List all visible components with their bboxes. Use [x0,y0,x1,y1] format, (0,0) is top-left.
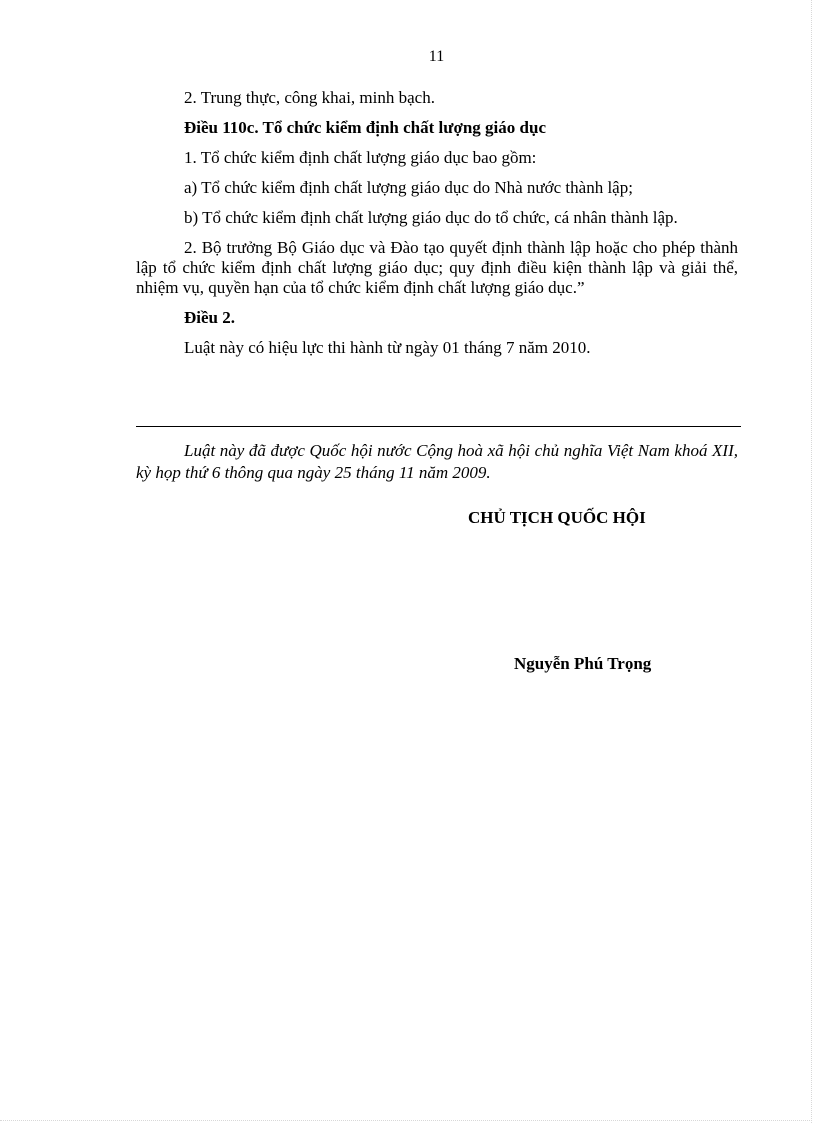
paragraph-item-a: a) Tổ chức kiểm định chất lượng giáo dục do Nhà nước thành lập; [184,178,633,197]
signature-name: Nguyễn Phú Trọng [514,654,652,673]
adoption-note: Luật này đã được Quốc hội nước Cộng hoà xã hội chủ nghĩa Việt Nam khoá XII, kỳ họp thứ 6 thông qua ngày 25 tháng 11 năm 2009. [136,441,738,482]
page-edge-bottom [0,1120,812,1121]
article-110c-heading: Điều 110c. Tổ chức kiểm định chất lượng giáo dục [184,118,546,137]
page-edge-right [811,0,812,1123]
paragraph-clause-1: 1. Tổ chức kiểm định chất lượng giáo dục bao gồm: [184,148,537,167]
paragraph-clause-2-minister: 2. Bộ trưởng Bộ Giáo dục và Đào tạo quyết định thành lập hoặc cho phép thành lập tổ chức kiểm định chất lượng giáo dục; quy định điều kiện thành lập và giải thể, nhiệm vụ, quyền hạn của tổ chức kiểm định chất lượng giáo dục.” [136,238,738,297]
paragraph-item-b: b) Tổ chức kiểm định chất lượng giáo dục do tổ chức, cá nhân thành lập. [184,208,678,227]
paragraph-clause-2: 2. Trung thực, công khai, minh bạch. [184,88,435,107]
page-number: 11 [428,48,445,65]
signature-title: CHỦ TỊCH QUỐC HỘI [468,508,646,527]
article-2-heading: Điều 2. [184,308,235,327]
document-body [136,88,738,368]
paragraph-effective-date: Luật này có hiệu lực thi hành từ ngày 01 tháng 7 năm 2010. [184,338,591,357]
section-divider [136,426,741,427]
